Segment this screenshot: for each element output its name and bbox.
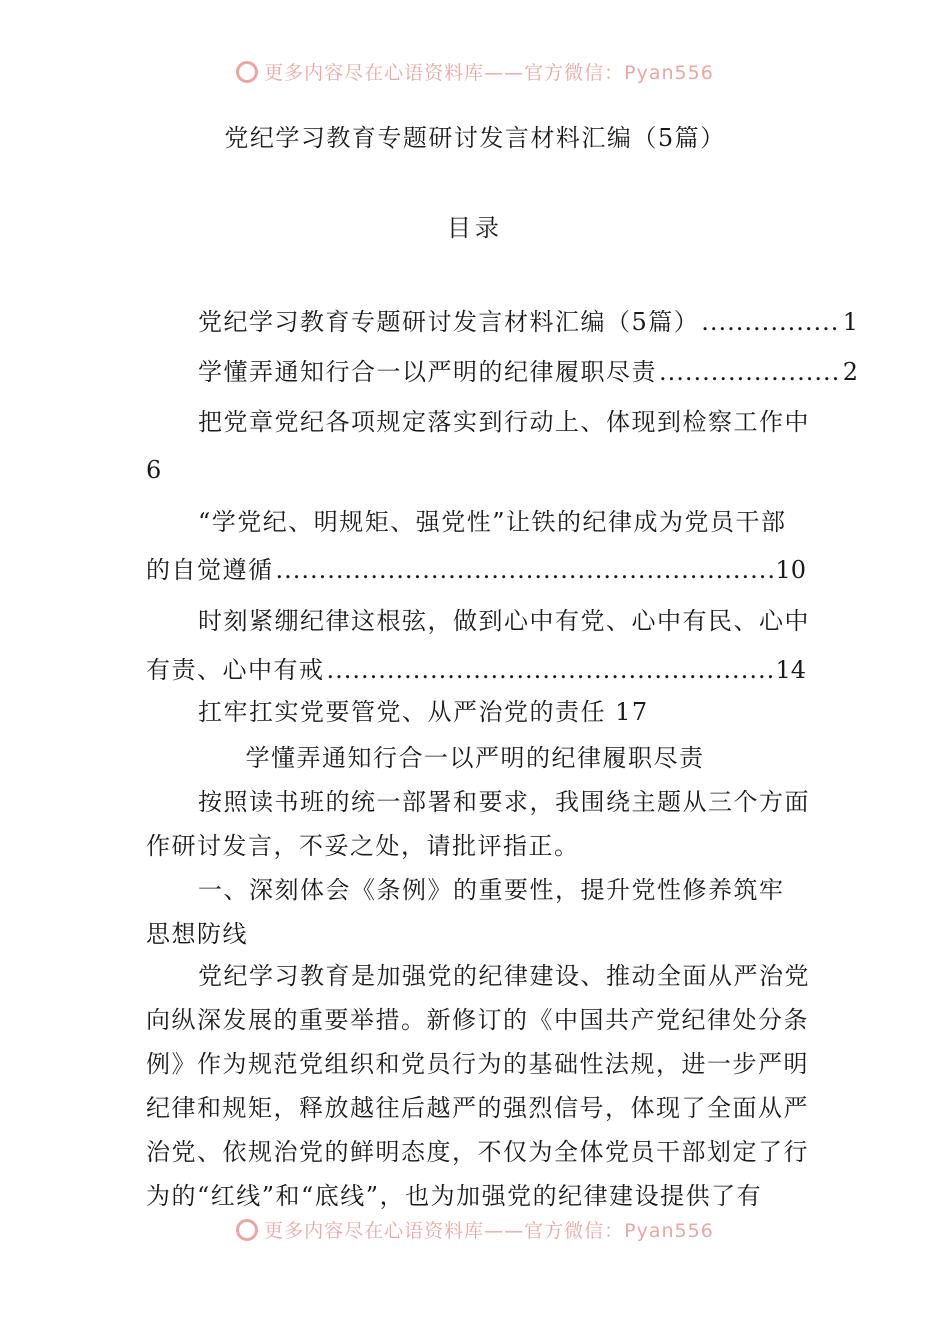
toc-entry-3-title[interactable]: 把党章党纪各项规定落实到行动上、体现到检察工作中 xyxy=(198,408,810,436)
toc-entry-1[interactable] xyxy=(146,306,858,338)
toc-entry-3-page: 6 xyxy=(146,456,163,484)
toc-entry-page: 14 xyxy=(775,656,806,684)
body-line: 向纵深发展的重要举措。新修订的《中国共产党纪律处分条 xyxy=(146,1006,809,1034)
toc-leader-dots xyxy=(659,356,841,388)
watermark-logo-icon xyxy=(236,61,258,83)
body-line: 纪律和规矩，释放越往后越严的强烈信号，体现了全面从严 xyxy=(146,1094,809,1122)
article-heading: 学懂弄通知行合一以严明的纪律履职尽责 xyxy=(245,744,705,772)
body-line: 党纪学习教育是加强党的纪律建设、推动全面从严治党 xyxy=(198,962,810,990)
body-line: 按照读书班的统一部署和要求，我围绕主题从三个方面 xyxy=(198,788,810,816)
toc-entry-6[interactable] xyxy=(146,696,858,728)
toc-entry-2[interactable] xyxy=(146,356,858,388)
toc-entry-5-title[interactable]: 时刻紧绷纪律这根弦，做到心中有党、心中有民、心中 xyxy=(198,607,810,635)
toc-leader-dots xyxy=(276,554,774,586)
section-heading-1-cont: 思想防线 xyxy=(146,920,248,948)
toc-entry-title: 有责、心中有戒 xyxy=(146,656,325,684)
watermark-top xyxy=(0,58,950,85)
toc-entry-page: 2 xyxy=(842,358,858,386)
toc-entry-4[interactable] xyxy=(146,554,806,586)
toc-entry-4-title[interactable]: “学党纪、明规矩、强党性”让铁的纪律成为党员干部 xyxy=(198,508,787,536)
toc-leader-dots xyxy=(701,306,840,338)
toc-entry-title: 扛牢扛实党要管党、从严治党的责任 xyxy=(198,698,606,726)
toc-entry-title: 学懂弄通知行合一以严明的纪律履职尽责 xyxy=(198,358,657,386)
toc-entry-title: 党纪学习教育专题研讨发言材料汇编（5篇） xyxy=(198,308,700,336)
body-line: 治党、依规治党的鲜明态度，不仅为全体党员干部划定了行 xyxy=(146,1138,809,1166)
watermark-text: 更多内容尽在心语资料库——官方微信：Pyan556 xyxy=(264,62,714,84)
watermark-bottom xyxy=(0,1216,950,1243)
toc-heading: 目录 xyxy=(447,214,503,242)
toc-leader-dots xyxy=(327,654,774,686)
section-heading-1: 一、深刻体会《条例》的重要性，提升党性修养筑牢 xyxy=(198,876,785,904)
toc-entry-page: 17 xyxy=(615,698,649,726)
toc-entry-page: 10 xyxy=(775,556,806,584)
body-line: 例》作为规范党组织和党员行为的基础性法规，进一步严明 xyxy=(146,1050,809,1078)
body-line: 作研讨发言，不妥之处，请批评指正。 xyxy=(146,832,580,860)
toc-entry-page: 1 xyxy=(842,308,858,336)
watermark-logo-icon xyxy=(236,1219,258,1241)
toc-entry-5[interactable] xyxy=(146,654,806,686)
toc-entry-title: 的自觉遵循 xyxy=(146,556,274,584)
body-line: 为的“红线”和“底线”，也为加强党的纪律建设提供了有 xyxy=(146,1182,763,1210)
document-title: 党纪学习教育专题研讨发言材料汇编（5篇） xyxy=(224,124,726,152)
watermark-text: 更多内容尽在心语资料库——官方微信：Pyan556 xyxy=(264,1220,714,1242)
